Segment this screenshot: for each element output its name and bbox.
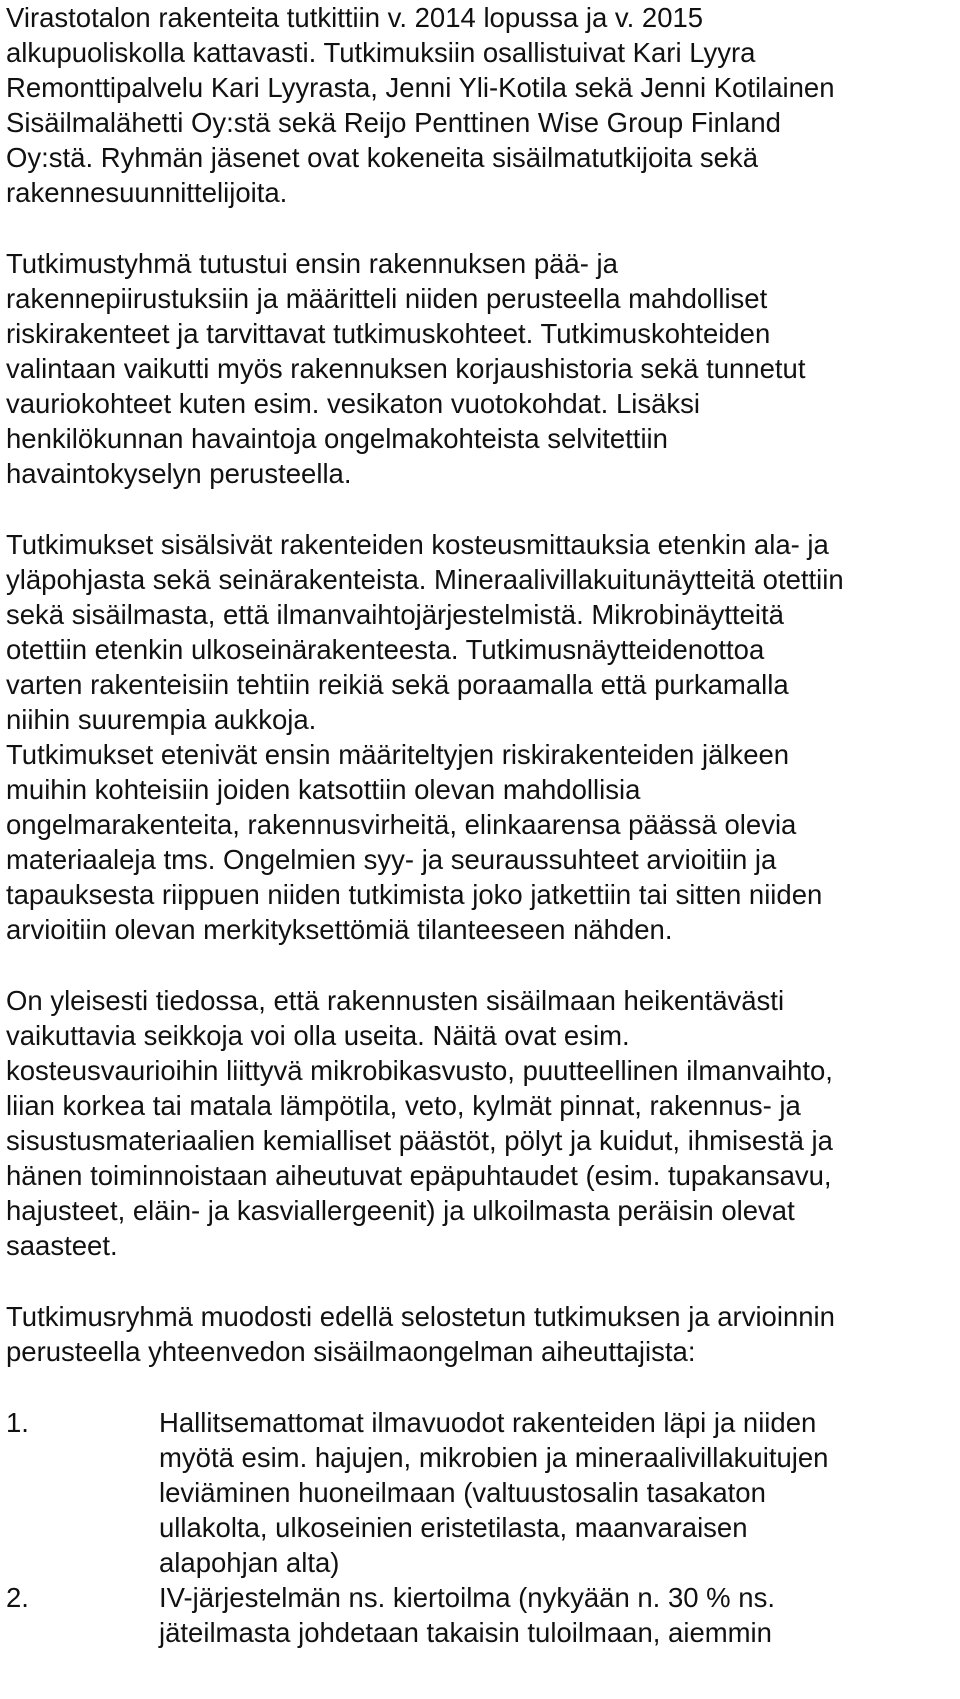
text-line: sisustusmateriaalien kemialliset päästöt, pölyt ja kuidut, ihmisestä ja bbox=[6, 1125, 833, 1156]
paragraph-gap bbox=[6, 210, 956, 246]
list-text-line: myötä esim. hajujen, mikrobien ja mineraalivillakuitujen bbox=[159, 1442, 829, 1473]
text-line: liian korkea tai matala lämpötila, veto, kylmät pinnat, rakennus- ja bbox=[6, 1090, 801, 1121]
numbered-list bbox=[6, 1405, 956, 1650]
text-line: vaikuttavia seikkoja voi olla useita. Näitä ovat esim. bbox=[6, 1020, 630, 1051]
paragraph-4 bbox=[6, 737, 956, 947]
text-line: varten rakenteisiin tehtiin reikiä sekä poraamalla että purkamalla bbox=[6, 669, 789, 700]
paragraph-5 bbox=[6, 983, 956, 1263]
text-line: muihin kohteisiin joiden katsottiin olevan mahdollisia bbox=[6, 774, 641, 805]
text-line: Remonttipalvelu Kari Lyyrasta, Jenni Yli-Kotila sekä Jenni Kotilainen bbox=[6, 72, 835, 103]
paragraph-gap bbox=[6, 947, 956, 983]
paragraph-gap bbox=[6, 1263, 956, 1299]
paragraph-6 bbox=[6, 1299, 956, 1369]
paragraph-2 bbox=[6, 246, 956, 491]
text-line: Tutkimukset sisälsivät rakenteiden kosteusmittauksia etenkin ala- ja bbox=[6, 529, 829, 560]
text-line: Tutkimustyhmä tutustui ensin rakennuksen pää- ja bbox=[6, 248, 618, 279]
text-line: Virastotalon rakenteita tutkittiin v. 2014 lopussa ja v. 2015 bbox=[6, 2, 704, 33]
text-line: arvioitiin olevan merkityksettömiä tilanteeseen nähden. bbox=[6, 914, 673, 945]
text-line: valintaan vaikutti myös rakennuksen korjaushistoria sekä tunnetut bbox=[6, 353, 806, 384]
paragraph-3 bbox=[6, 527, 956, 737]
list-text-line: leviäminen huoneilmaan (valtuustosalin tasakaton bbox=[159, 1477, 766, 1508]
text-line: Oy:stä. Ryhmän jäsenet ovat kokeneita sisäilmatutkijoita sekä bbox=[6, 142, 759, 173]
text-line: Tutkimukset etenivät ensin määriteltyjen riskirakenteiden jälkeen bbox=[6, 739, 790, 770]
document-page bbox=[6, 0, 956, 1650]
text-line: niihin suurempia aukkoja. bbox=[6, 704, 317, 735]
text-line: henkilökunnan havaintoja ongelmakohteista selvitettiin bbox=[6, 423, 668, 454]
text-line: perusteella yhteenvedon sisäilmaongelman aiheuttajista: bbox=[6, 1336, 696, 1367]
list-item bbox=[6, 1405, 956, 1580]
list-text-line: Hallitsemattomat ilmavuodot rakenteiden läpi ja niiden bbox=[159, 1407, 817, 1438]
paragraph-gap bbox=[6, 1369, 956, 1405]
list-number: 2. bbox=[6, 1582, 29, 1613]
text-line: Tutkimusryhmä muodosti edellä selostetun tutkimuksen ja arvioinnin bbox=[6, 1301, 835, 1332]
list-text-line: jäteilmasta johdetaan takaisin tuloilmaan, aiemmin bbox=[159, 1617, 772, 1648]
text-line: rakennepiirustuksiin ja määritteli niiden perusteella mahdolliset bbox=[6, 283, 768, 314]
text-line: hänen toiminnoistaan aiheutuvat epäpuhtaudet (esim. tupakansavu, bbox=[6, 1160, 832, 1191]
text-line: havaintokyselyn perusteella. bbox=[6, 458, 352, 489]
text-line: tapauksesta riippuen niiden tutkimista joko jatkettiin tai sitten niiden bbox=[6, 879, 823, 910]
text-line: hajusteet, eläin- ja kasviallergeenit) ja ulkoilmasta peräisin olevat bbox=[6, 1195, 795, 1226]
text-line: riskirakenteet ja tarvittavat tutkimuskohteet. Tutkimuskohteiden bbox=[6, 318, 771, 349]
paragraph-1 bbox=[6, 0, 956, 210]
text-line: saasteet. bbox=[6, 1230, 118, 1261]
list-text-line: IV-järjestelmän ns. kiertoilma (nykyään n. 30 % ns. bbox=[159, 1582, 775, 1613]
text-line: rakennesuunnittelijoita. bbox=[6, 177, 288, 208]
list-item bbox=[6, 1580, 956, 1650]
text-line: sekä sisäilmasta, että ilmanvaihtojärjestelmistä. Mikrobinäytteitä bbox=[6, 599, 784, 630]
text-line: yläpohjasta sekä seinärakenteista. Mineraalivillakuitunäytteitä otettiin bbox=[6, 564, 844, 595]
text-line: otettiin etenkin ulkoseinärakenteesta. Tutkimusnäytteidenottoa bbox=[6, 634, 765, 665]
text-line: alkupuoliskolla kattavasti. Tutkimuksiin osallistuivat Kari Lyyra bbox=[6, 37, 756, 68]
text-line: vauriokohteet kuten esim. vesikaton vuotokohdat. Lisäksi bbox=[6, 388, 700, 419]
list-number: 1. bbox=[6, 1407, 29, 1438]
paragraph-gap bbox=[6, 491, 956, 527]
text-line: On yleisesti tiedossa, että rakennusten sisäilmaan heikentävästi bbox=[6, 985, 785, 1016]
list-text-line: ullakolta, ulkoseinien eristetilasta, maanvaraisen bbox=[159, 1512, 748, 1543]
text-line: Sisäilmalähetti Oy:stä sekä Reijo Penttinen Wise Group Finland bbox=[6, 107, 781, 138]
text-line: kosteusvaurioihin liittyvä mikrobikasvusto, puutteellinen ilmanvaihto, bbox=[6, 1055, 833, 1086]
list-text-line: alapohjan alta) bbox=[159, 1547, 340, 1578]
text-line: materiaaleja tms. Ongelmien syy- ja seuraussuhteet arvioitiin ja bbox=[6, 844, 777, 875]
text-line: ongelmarakenteita, rakennusvirheitä, elinkaarensa päässä olevia bbox=[6, 809, 797, 840]
